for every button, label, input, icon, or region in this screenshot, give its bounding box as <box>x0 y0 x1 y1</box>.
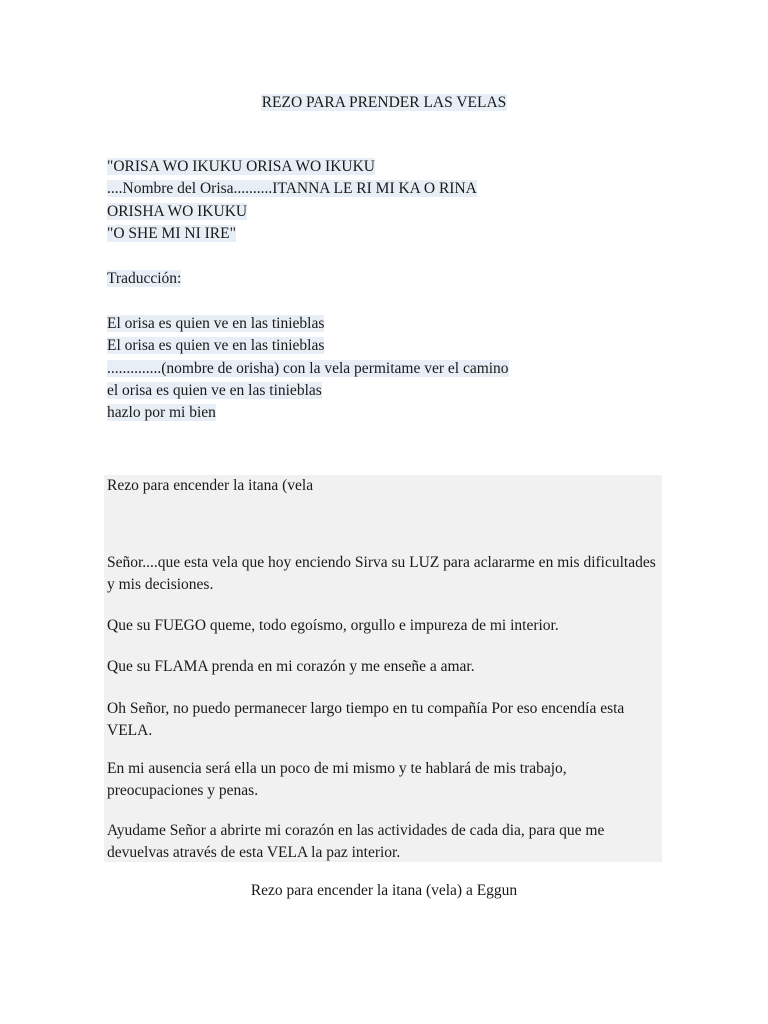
prayer-paragraph: Señor....que esta vela que hoy enciendo Sirva su LUZ para aclararme en mis dificultades y mis decisiones. <box>107 554 656 593</box>
translation-line: hazlo por mi bien <box>107 404 216 422</box>
chant-block <box>107 156 477 245</box>
translation-heading: Traducción: <box>107 270 182 287</box>
prayer-paragraph: Oh Señor, no puedo permanecer largo tiempo en tu compañía Por eso encendía esta VELA. <box>107 700 625 739</box>
translation-line: El orisa es quien ve en las tinieblas <box>107 315 325 332</box>
prayer-paragraph: Que su FUEGO queme, todo egoísmo, orgullo e impureza de mi interior. <box>107 617 559 634</box>
chant-line: "ORISA WO IKUKU ORISA WO IKUKU <box>107 158 375 175</box>
chant-line: ....Nombre del Orisa..........ITANNA LE RI MI KA O RINA <box>107 180 477 198</box>
prayer-heading: Rezo para encender la itana (vela <box>107 477 314 494</box>
chant-line: ORISHA WO IKUKU <box>107 202 248 220</box>
translation-line: el orisa es quien ve en las tinieblas <box>107 381 322 399</box>
footer-heading: Rezo para encender la itana (vela) a Eggun <box>250 882 518 899</box>
prayer-paragraph: En mi ausencia será ella un poco de mi mismo y te hablará de mis trabajo, preocupaciones y penas. <box>107 760 567 799</box>
translation-line: ..............(nombre de orisha) con la vela permitame ver el camino <box>107 359 509 377</box>
document-title-text: REZO PARA PRENDER LAS VELAS <box>261 94 507 111</box>
chant-line: "O SHE MI NI IRE" <box>107 224 236 242</box>
translation-block <box>107 313 509 424</box>
document-title <box>0 92 768 114</box>
prayer-paragraph: Que su FLAMA prenda en mi corazón y me enseñe a amar. <box>107 658 475 675</box>
translation-line: El orisa es quien ve en las tinieblas <box>107 337 325 355</box>
prayer-paragraph: Ayudame Señor a abrirte mi corazón en las actividades de cada dia, para que me devuelvas através de esta VELA la paz interior. <box>107 822 605 861</box>
